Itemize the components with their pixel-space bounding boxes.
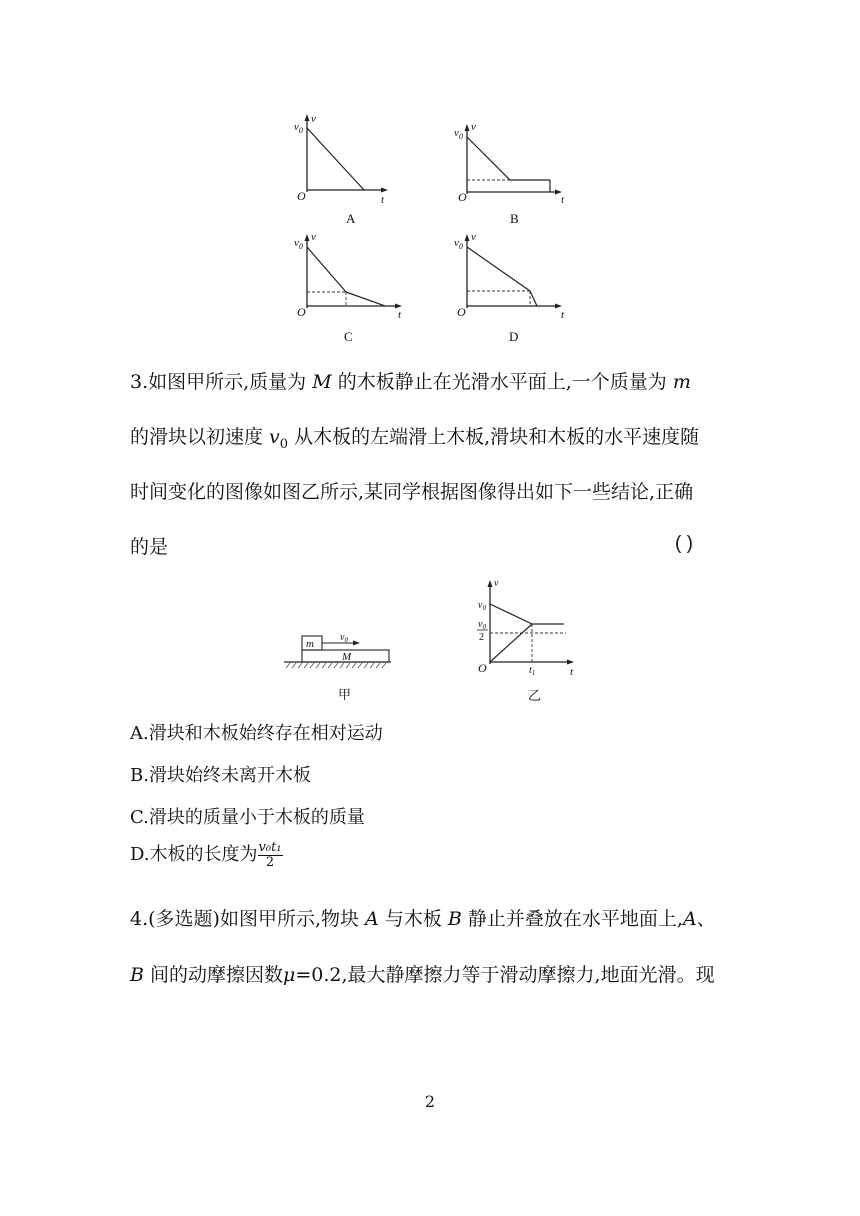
yi-axis-t: t xyxy=(570,666,574,678)
board-M-label: M xyxy=(342,651,352,663)
option-a: A.滑块和木板始终存在相对运动 xyxy=(130,723,383,744)
yi-axis-v: v xyxy=(494,578,499,589)
answer-bracket: ( ) xyxy=(675,533,693,554)
yi-origin: O xyxy=(478,661,487,675)
graph-a-v0: $v_0$ xyxy=(294,121,303,135)
graph-b xyxy=(454,121,565,226)
graph-d-axis-v: v xyxy=(471,231,476,243)
graph-c-origin: O xyxy=(297,305,306,319)
graph-b-origin: O xyxy=(458,190,467,204)
graph-c-v0: $v_0$ xyxy=(294,237,303,251)
graph-c-axis-v: v xyxy=(311,231,316,243)
graph-d xyxy=(454,231,565,344)
q3-line-3: 时间变化的图像如图乙所示,某同学根据图像得出如下一些结论,正确 xyxy=(130,481,694,503)
graph-d-label: D xyxy=(509,329,519,344)
yi-half-num: $v_0$ xyxy=(478,619,486,631)
graph-d-origin: O xyxy=(457,305,466,319)
yi-slider-line xyxy=(490,604,532,624)
yi-caption: 乙 xyxy=(528,689,542,704)
graph-b-label: B xyxy=(510,211,519,226)
jia-v0: $v_0$ xyxy=(340,632,348,644)
yi-v0: $v_0$ xyxy=(478,600,486,612)
q3-line-2: 的滑块以初速度 $v_0$ 从木板的左端滑上木板,滑块和木板的水平速度随 xyxy=(130,426,700,452)
graph-b-v0: $v_0$ xyxy=(454,127,463,141)
graph-d-axis-t: t xyxy=(561,309,565,321)
q4-line-1: 4.(多选题)如图甲所示,物块 A 与木板 B 静止并叠放在水平地面上,A、 xyxy=(130,908,716,930)
q3-line-1: 3.如图甲所示,质量为 M 的木板静止在光滑水平面上,一个质量为 m xyxy=(130,371,691,393)
yi-board-line xyxy=(490,624,532,662)
block-m-label: m xyxy=(306,638,314,650)
graph-c-label: C xyxy=(344,329,353,344)
graph-a-axis-t: t xyxy=(381,194,385,206)
graph-b-axis-t: t xyxy=(561,194,565,206)
graph-b-axis-v: v xyxy=(471,121,476,133)
jia-caption: 甲 xyxy=(338,688,352,703)
page-number: 2 xyxy=(424,1092,436,1111)
graph-d-v0: $v_0$ xyxy=(454,237,463,251)
graph-c-axis-t: t xyxy=(398,309,402,321)
option-b: B.滑块始终未离开木板 xyxy=(130,765,311,786)
q3-line-4: 的是 xyxy=(130,536,169,558)
yi-t1: $t_1$ xyxy=(529,665,536,677)
graph-a-line xyxy=(307,128,364,190)
graph-a xyxy=(294,113,388,226)
figure-jia xyxy=(280,628,395,708)
graph-a-label: A xyxy=(346,211,356,226)
graph-c xyxy=(294,231,402,344)
option-d-fraction: $\frac{\text{v₀t₁}}{2}$ xyxy=(258,839,282,870)
q4-line-2: B 间的动摩擦因数μ=0.2,最大静摩擦力等于滑动摩擦力,地面光滑。现 xyxy=(130,964,715,986)
yi-half-den: 2 xyxy=(479,632,484,643)
option-d: D.木板的长度为 $\frac{\text{v₀t₁}}{2}$ xyxy=(130,839,282,870)
graph-a-origin: O xyxy=(297,189,306,203)
graph-a-axis-v: v xyxy=(311,113,316,125)
option-graphs xyxy=(280,110,590,350)
figure-yi xyxy=(470,576,590,706)
option-c: C.滑块的质量小于木板的质量 xyxy=(130,807,365,828)
